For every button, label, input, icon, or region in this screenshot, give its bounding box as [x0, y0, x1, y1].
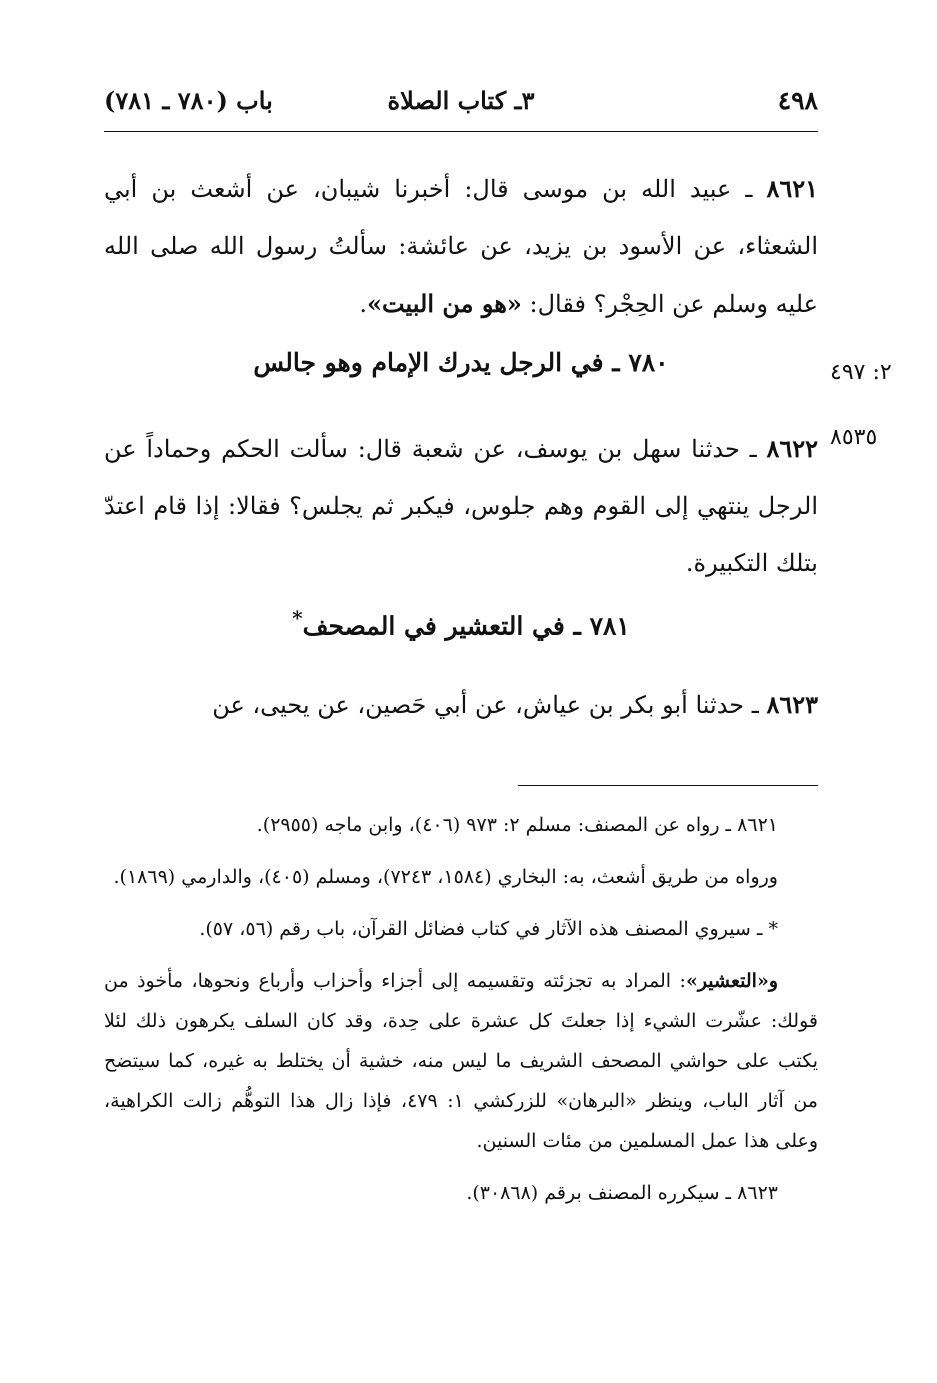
footnote-term: و«التعشير» [685, 970, 778, 992]
hadith-text: ـ حدثنا أبو بكر بن عياش، عن أبي حَصين، عن يحيى، عن [212, 691, 767, 719]
footnote: * ـ سيروي المصنف هذه الآثار في كتاب فضائل القرآن، باب رقم (٥٦، ٥٧). [199, 918, 778, 940]
footnote-rule [518, 785, 818, 786]
hadith-quote: «هو من البيت» [366, 289, 522, 318]
hadith-8621 [104, 160, 818, 333]
hadith-text: ـ حدثنا سهل بن يوسف، عن شعبة قال: سألت الحكم وحماداً عن الرجل ينتهي إلى القوم وهم جلوس، فيكبر ثم يجلس؟ فقالا: إذا قام اعتدّ بتلك التكبيرة. [104, 435, 818, 577]
hadith-number: ٨٦٢١ [766, 174, 818, 203]
footnote [104, 961, 818, 1161]
footnote-text: : المراد به تجزئته وتقسيمه إلى أجزاء وأحزاب وأرباع ونحوها، مأخوذ من قولك: عشّرت الشيء إذا جعلتَ كل عشرة على حِدة، وقد كان السلف يكرهون ذلك لئلا يكتب على حواشي المصحف الشريف ما ليس منه، خشية أن يختلط به غيره، كما سيتضح من آثار الباب، وينظر «البرهان» للزركشي ١: ٤٧٩، فإذا زال هذا التوهُّم زالت الكراهية، وعلى هذا عمل المسلمين من مئات السنين. [104, 970, 818, 1152]
header-rule [104, 131, 818, 132]
running-header [104, 86, 818, 126]
chapter-heading-781 [104, 606, 818, 640]
hadith-8623 [104, 676, 818, 734]
footnotes [104, 805, 818, 1225]
hadith-end: . [359, 290, 367, 318]
chapter-range: باب (٧٨٠ ـ ٧٨١) [104, 86, 273, 115]
hadith-8622 [104, 420, 818, 592]
page-number: ٤٩٨ [777, 86, 818, 115]
footnote: ورواه من طريق أشعث، به: البخاري (١٥٨٤، ٧٢٤٣)، ومسلم (٤٠٥)، والدارمي (١٨٦٩). [113, 866, 778, 888]
chapter-heading-780: ٧٨٠ ـ في الرجل يدرك الإمام وهو جالس [253, 348, 669, 377]
footnote-star: * [292, 606, 303, 630]
footnote: ٨٦٢٣ ـ سيكرره المصنف برقم (٣٠٨٦٨). [466, 1182, 778, 1204]
hadith-number: ٨٦٢٣ [766, 690, 818, 719]
hadith-number: ٨٦٢٢ [766, 434, 818, 463]
book-title: ٣ـ كتاب الصلاة [387, 86, 535, 115]
footnote: ٨٦٢١ ـ رواه عن المصنف: مسلم ٢: ٩٧٣ (٤٠٦)، وابن ماجه (٢٩٥٥). [256, 814, 778, 836]
chapter-title: ٧٨١ ـ في التعشير في المصحف [302, 611, 630, 641]
margin-reference: ٢: ٤٩٧ [830, 360, 892, 385]
margin-reference: ٨٥٣٥ [830, 425, 878, 450]
hadith-text: ـ عبيد الله بن موسى قال: أخبرنا شيبان، عن أشعث بن أبي الشعثاء، عن الأسود بن يزيد، عن عائشة: سألتُ رسول الله صلى الله عليه وسلم عن الحِجْر؟ فقال: [104, 175, 818, 318]
